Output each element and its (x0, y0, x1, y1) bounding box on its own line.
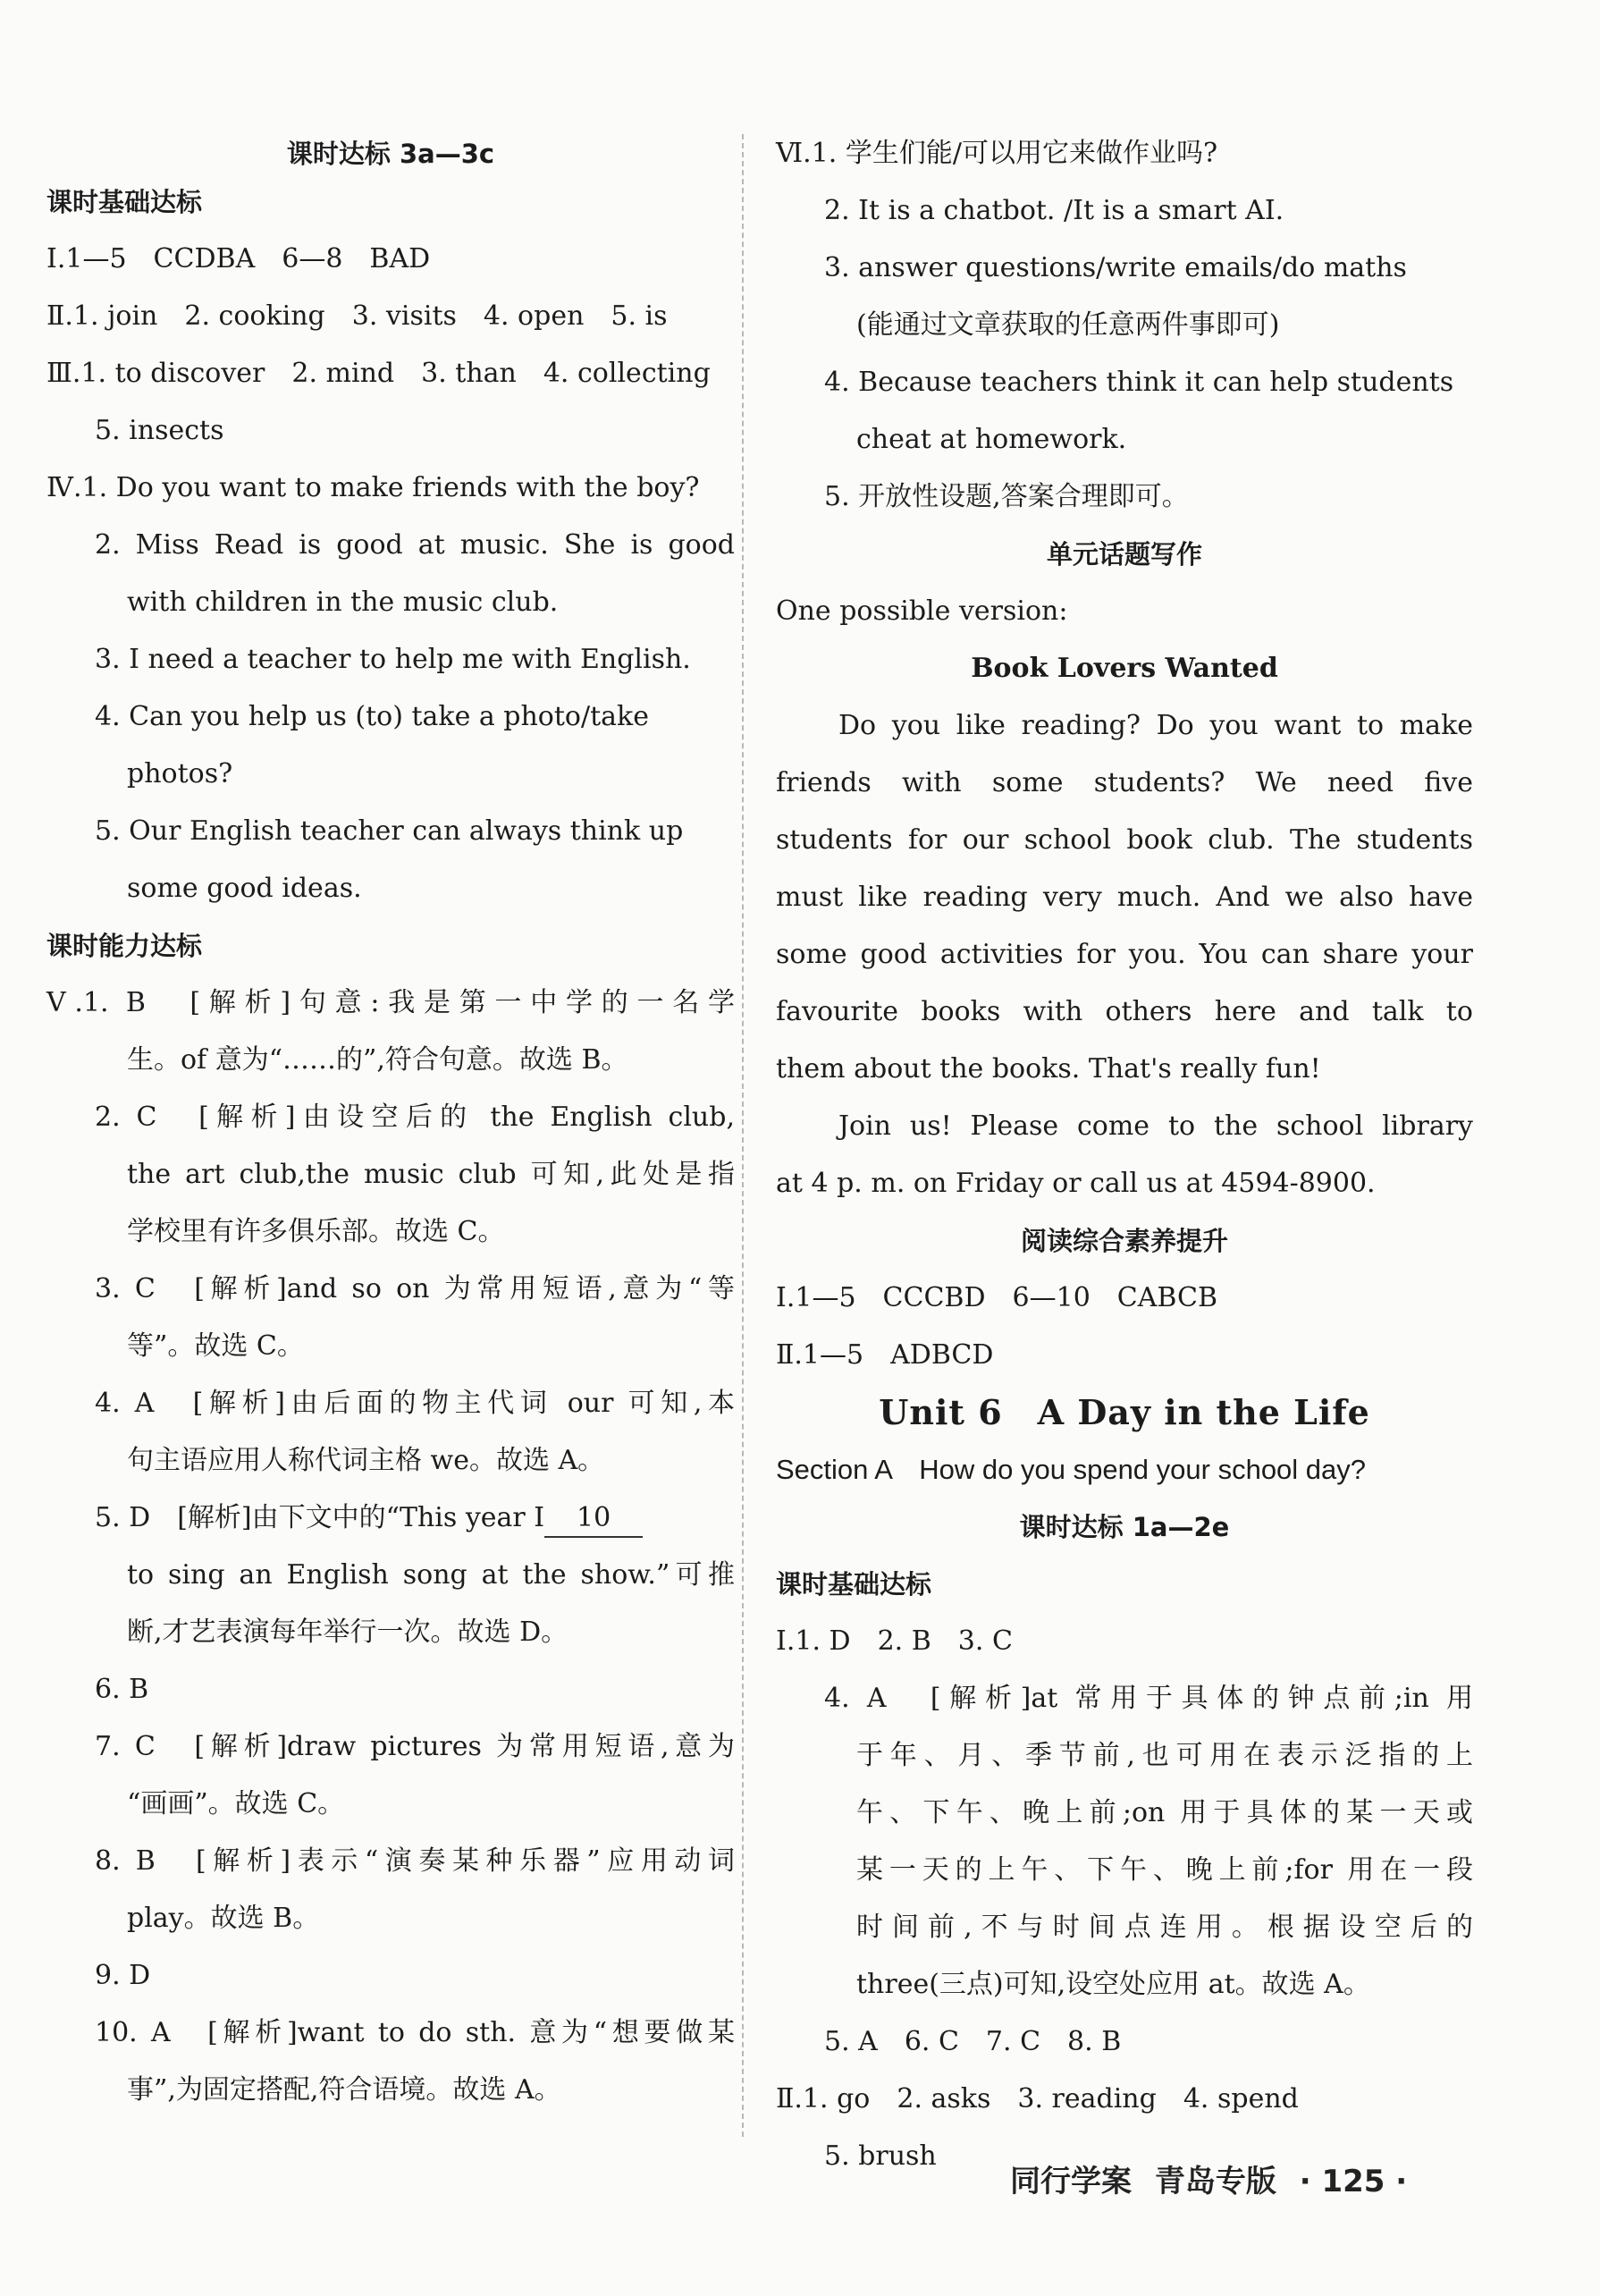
answer-line: 5. insects (95, 415, 224, 446)
answer-line: “画画”。故选 C。 (127, 1788, 345, 1819)
essay-line: Do you like reading? Do you want to make (838, 710, 1473, 741)
answer-line: 生。of 意为“……的”,符合句意。故选 B。 (127, 1044, 628, 1076)
essay-title: Book Lovers Wanted (971, 653, 1278, 684)
answer-line: the art club,the music club 可知,此处是指 (127, 1159, 735, 1190)
right-column (776, 125, 1473, 2185)
answer-line: Ⅵ.1. 学生们能/可以用它来做作业吗? (776, 138, 1218, 169)
answer-line: Ⅰ.1—5 CCDBA 6—8 BAD (46, 243, 431, 274)
ability-answers (46, 975, 735, 1490)
answer-line: 于年、月、季节前,也可用在表示泛指的上 (856, 1740, 1473, 1771)
answer-line: 2. C [解析]由设空后的 the English club, (95, 1102, 735, 1133)
lesson-title-2: 课时达标 1a—2e (1019, 1512, 1230, 1542)
answer-line-blank (46, 1490, 735, 1547)
answer-line: 3. C [解析]and so on 为常用短语,意为“等 (95, 1273, 735, 1304)
section-heading-basic-2: 课时基础达标 (776, 1569, 932, 1600)
answer-line: 5. 开放性设题,答案合理即可。 (824, 481, 1189, 512)
answer-line: Ⅲ.1. to discover 2. mind 3. than 4. collecting (46, 358, 711, 389)
answer-line: Ⅳ.1. Do you want to make friends with the boy? (46, 472, 700, 503)
essay-line: Join us! Please come to the school library (838, 1110, 1473, 1142)
answer-line: 4. Can you help us (to) take a photo/take (95, 701, 649, 732)
answer-line: Ⅱ.1—5 ADBCD (776, 1339, 994, 1371)
reading-lines (776, 1270, 1473, 1384)
unit-title: Unit 6 A Day in the Life (879, 1392, 1370, 1432)
answer-line: Ⅴ.1. B [解析]句意:我是第一中学的一名学 (46, 987, 735, 1018)
ability-answers-cont (46, 1547, 735, 2119)
basic-answers (46, 231, 735, 917)
answer-line: three(三点)可知,设空处应用 at。故选 A。 (856, 1969, 1370, 2000)
essay-line: students for our school book club. The students (776, 824, 1473, 856)
answer-line: 5. Our English teacher can always think up (95, 815, 684, 847)
answer-line: 8. B [解析]表示“演奏某种乐器”应用动词 (95, 1845, 735, 1877)
section-line: Section A How do you spend your school day? (776, 1454, 1367, 1485)
answer-line: 某一天的上午、下午、晚上前;for 用在一段 (856, 1854, 1473, 1886)
section-heading-basic: 课时基础达标 (46, 187, 203, 217)
answer-line: 6. B (95, 1674, 149, 1705)
answer-line: 2. It is a chatbot. /It is a smart AI. (824, 195, 1284, 226)
answer-line: some good ideas. (127, 873, 362, 904)
column-divider (742, 134, 744, 2137)
answer-line: Ⅰ.1—5 CCCBD 6—10 CABCB (776, 1282, 1218, 1313)
answer-line: play。故选 B。 (127, 1903, 320, 1934)
answer-line: with children in the music club. (127, 587, 559, 618)
essay-line: at 4 p. m. on Friday or call us at 4594-8900. (776, 1168, 1376, 1199)
page-footer (1010, 2155, 1419, 2208)
page-number: · 125 · (1299, 2164, 1408, 2199)
answer-line: Ⅱ.1. go 2. asks 3. reading 4. spend (776, 2083, 1299, 2115)
answer-line: Ⅰ.1. D 2. B 3. C (776, 1625, 1013, 1657)
essay-line: them about the books. That's really fun! (776, 1053, 1321, 1085)
section-heading-ability: 课时能力达标 (46, 931, 203, 961)
answer-line: (能通过文章获取的任意两件事即可) (856, 309, 1280, 341)
answer-line: 7. C [解析]draw pictures 为常用短语,意为 (95, 1731, 735, 1762)
answer-line: 9. D (95, 1960, 151, 1991)
answer-line: 事”,为固定搭配,符合语境。故选 A。 (127, 2074, 561, 2106)
lesson-title: 课时达标 3a—3c (286, 139, 495, 169)
fill-blank: 10 (544, 1500, 643, 1538)
answer-line: 等”。故选 C。 (127, 1330, 304, 1362)
answer-line: 10. A [解析]want to do sth. 意为“想要做某 (95, 2017, 735, 2048)
answer-line: 断,才艺表演每年举行一次。故选 D。 (127, 1616, 568, 1648)
answer-line: 时间前,不与时间点连用。根据设空后的 (856, 1912, 1473, 1943)
essay-line: some good activities for you. You can share your (776, 939, 1473, 970)
answer-line: 4. A [解析]at 常用于具体的钟点前;in 用 (824, 1683, 1473, 1714)
answer-text: 5. D [解析]由下文中的“This year I (95, 1502, 545, 1533)
reading-answers (776, 125, 1473, 526)
answer-line: 4. Because teachers think it can help students (824, 367, 1454, 398)
essay-line: friends with some students? We need five (776, 767, 1473, 798)
answer-line: 学校里有许多俱乐部。故选 C。 (127, 1216, 505, 1247)
essay-line: must like reading very much. And we also have (776, 882, 1473, 913)
answer-line: photos? (127, 758, 233, 789)
edition-name: 青岛专版 (1154, 2164, 1276, 2199)
answer-line: 3. I need a teacher to help me with English. (95, 644, 691, 675)
answer-line: 2. Miss Read is good at music. She is good (95, 529, 735, 561)
essay-body (776, 697, 1473, 1212)
answer-line: 5. A 6. C 7. C 8. B (824, 2026, 1122, 2057)
answer-line: cheat at homework. (856, 424, 1127, 455)
answer-line: to sing an English song at the show.”可推 (127, 1559, 735, 1591)
answer-line: 5. brush (824, 2140, 937, 2172)
answer-line: 午、下午、晚上前;on 用于具体的某一天或 (856, 1797, 1473, 1828)
basic-answers-2 (776, 1613, 1473, 2185)
answer-line: 句主语应用人称代词主格 we。故选 A。 (127, 1445, 605, 1476)
essay-line: favourite books with others here and talk to (776, 996, 1473, 1027)
section-heading-writing: 单元话题写作 (1046, 539, 1202, 570)
left-column (46, 125, 735, 2119)
section-heading-reading: 阅读综合素养提升 (1020, 1226, 1228, 1256)
answer-line: 4. A [解析]由后面的物主代词 our 可知,本 (95, 1388, 735, 1419)
book-name: 同行学案 (1010, 2164, 1132, 2199)
version-label: One possible version: (776, 595, 1068, 627)
answer-line: 3. answer questions/write emails/do maths (824, 252, 1407, 283)
answer-line: Ⅱ.1. join 2. cooking 3. visits 4. open 5. is (46, 300, 668, 332)
